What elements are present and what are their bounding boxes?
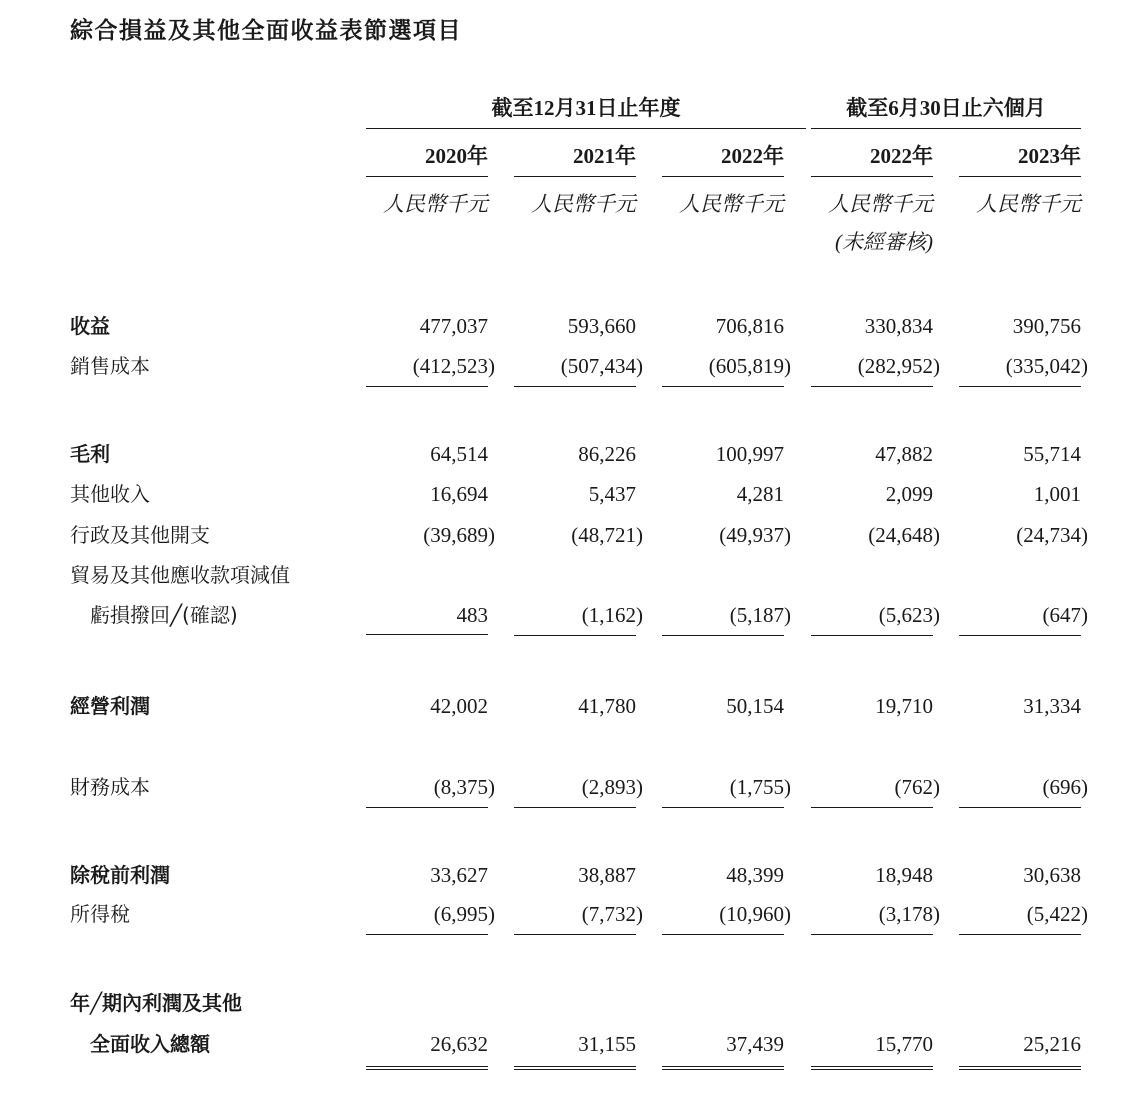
table-cell: 42,002 xyxy=(430,694,488,718)
table-cell: 48,399 xyxy=(726,863,784,887)
table-cell: 483 xyxy=(456,603,488,627)
row-label-gross-profit: 毛利 xyxy=(70,442,110,466)
table-cell: (5,187) xyxy=(662,601,784,636)
column-header-2022: 2022年 xyxy=(662,142,784,177)
table-row xyxy=(366,521,1096,555)
table-cell: 31,334 xyxy=(1023,694,1081,718)
column-header-2020: 2020年 xyxy=(366,142,488,177)
table-cell: (507,434) xyxy=(514,352,636,387)
table-row xyxy=(366,440,1096,474)
table-cell: 390,756 xyxy=(1012,314,1081,338)
table-cell: (696) xyxy=(959,773,1081,808)
table-cell: (5,422) xyxy=(959,900,1081,935)
table-cell: (3,178) xyxy=(811,900,933,935)
table-cell: (335,042) xyxy=(959,352,1081,387)
table-cell: (48,721) xyxy=(571,523,643,547)
table-cell: 31,155 xyxy=(514,1030,636,1070)
table-row xyxy=(366,692,1096,726)
table-cell: (5,623) xyxy=(811,601,933,636)
table-cell: (605,819) xyxy=(662,352,784,387)
group-header-year: 截至12月31日止年度 xyxy=(366,94,806,129)
table-cell: (1,755) xyxy=(662,773,784,808)
table-cell: (647) xyxy=(959,601,1081,636)
table-cell: 1,001 xyxy=(1033,482,1081,506)
row-label-profit-before-tax: 除稅前利潤 xyxy=(70,863,170,887)
group-header-half-year: 截至6月30日止六個月 xyxy=(811,94,1081,129)
table-cell: (2,893) xyxy=(514,773,636,808)
table-cell: (24,734) xyxy=(1016,523,1088,547)
unit-label: 人民幣千元 xyxy=(531,192,636,216)
table-row xyxy=(366,900,1096,934)
table-row xyxy=(366,773,1096,807)
row-label-impairment-cont: 虧損撥回╱(確認) xyxy=(90,603,238,627)
table-row xyxy=(366,861,1096,895)
row-label-operating-profit: 經營利潤 xyxy=(70,694,150,718)
table-cell: 86,226 xyxy=(578,442,636,466)
table-cell: (39,689) xyxy=(423,523,495,547)
row-label-finance-costs: 財務成本 xyxy=(70,775,150,799)
underline xyxy=(366,634,488,635)
row-label-income-tax: 所得稅 xyxy=(70,902,130,926)
table-cell: 5,437 xyxy=(588,482,636,506)
row-label-other-income: 其他收入 xyxy=(70,482,150,506)
table-cell: 16,694 xyxy=(430,482,488,506)
table-cell: (412,523) xyxy=(366,352,488,387)
table-cell: (6,995) xyxy=(366,900,488,935)
table-row xyxy=(366,312,1096,346)
column-header-2023-half: 2023年 xyxy=(959,142,1081,177)
row-label-total-comprehensive: 年╱期內利潤及其他 xyxy=(70,991,243,1015)
table-cell: 18,948 xyxy=(875,863,933,887)
table-cell: 477,037 xyxy=(419,314,488,338)
table-cell: 19,710 xyxy=(875,694,933,718)
row-label-cost-of-sales: 銷售成本 xyxy=(70,354,150,378)
table-cell: 47,882 xyxy=(875,442,933,466)
table-cell: 330,834 xyxy=(864,314,933,338)
table-row xyxy=(366,601,1096,635)
row-label-impairment: 貿易及其他應收款項減值 xyxy=(70,563,290,587)
table-cell: 4,281 xyxy=(736,482,784,506)
column-header-2021: 2021年 xyxy=(514,142,636,177)
row-label-admin-expenses: 行政及其他開支 xyxy=(70,523,210,547)
table-cell: (10,960) xyxy=(662,900,784,935)
table-cell: 706,816 xyxy=(715,314,784,338)
table-cell: 25,216 xyxy=(959,1030,1081,1070)
table-cell: (7,732) xyxy=(514,900,636,935)
table-cell: 2,099 xyxy=(885,482,933,506)
table-cell: 100,997 xyxy=(715,442,784,466)
table-cell: 41,780 xyxy=(578,694,636,718)
table-cell: (282,952) xyxy=(811,352,933,387)
row-label-revenue: 收益 xyxy=(70,314,110,338)
table-cell: (49,937) xyxy=(719,523,791,547)
page-title: 綜合損益及其他全面收益表節選項目 xyxy=(70,18,462,44)
table-cell: (1,162) xyxy=(514,601,636,636)
unit-label: 人民幣千元 xyxy=(383,192,488,216)
table-row xyxy=(366,1030,1096,1064)
table-row xyxy=(366,480,1096,514)
row-label-total-comprehensive-cont: 全面收入總額 xyxy=(90,1032,210,1056)
unit-label: 人民幣千元 xyxy=(828,192,933,216)
table-cell: 33,627 xyxy=(430,863,488,887)
table-cell: 38,887 xyxy=(578,863,636,887)
table-cell: (762) xyxy=(811,773,933,808)
unit-label: 人民幣千元 xyxy=(679,192,784,216)
table-cell: 30,638 xyxy=(1023,863,1081,887)
table-row xyxy=(366,352,1096,386)
table-cell: 64,514 xyxy=(430,442,488,466)
table-cell: 55,714 xyxy=(1023,442,1081,466)
column-header-2022-half: 2022年 xyxy=(811,142,933,177)
table-cell: 15,770 xyxy=(811,1030,933,1070)
table-cell: 50,154 xyxy=(726,694,784,718)
unaudited-label: (未經審核) xyxy=(835,230,933,254)
table-cell: (8,375) xyxy=(366,773,488,808)
table-cell: (24,648) xyxy=(868,523,940,547)
table-cell: 37,439 xyxy=(662,1030,784,1070)
unit-label: 人民幣千元 xyxy=(976,192,1081,216)
table-cell: 26,632 xyxy=(366,1030,488,1070)
table-cell: 593,660 xyxy=(567,314,636,338)
